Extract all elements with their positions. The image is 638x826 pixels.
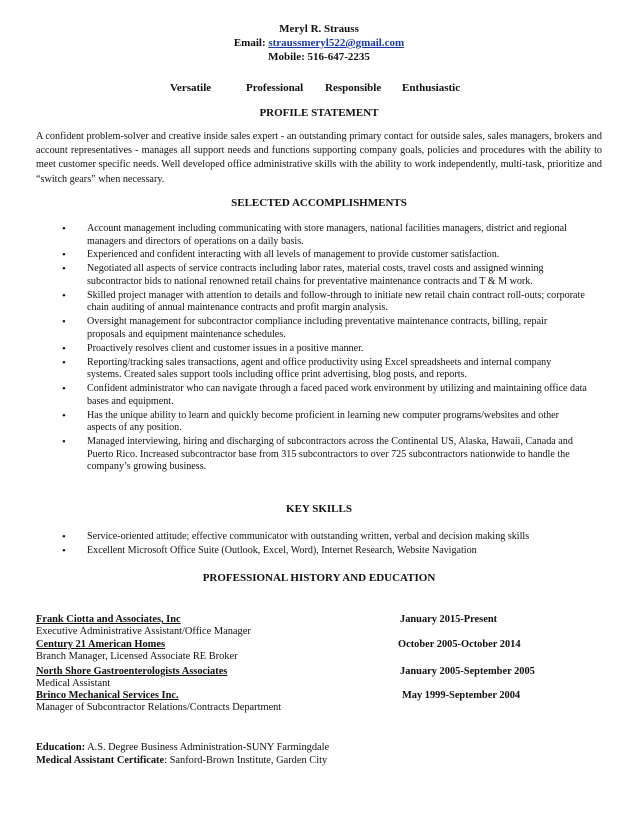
list-item: • Reporting/tracking sales transactions, agent and office productivity using Excel spreadsheets and internal company systems. Created sales support tools including office print advertising, blog posts, and reports.	[0, 357, 587, 382]
profile-text: A confident problem-solver and creative inside sales expert - an outstanding primary contact for outside sales, sales managers, brokers and account representatives - manages all support needs and functions supporting company goals, policies and procedures with the ability to meet customer specific needs. Well developed office administrative skills with the ability to work independently, multi-task, prioritize and “switch gears” when necessary.	[36, 131, 602, 185]
job-title: Medical Assistant	[36, 678, 111, 690]
job-title: Manager of Subcontractor Relations/Contracts Department	[36, 702, 282, 714]
job-dates: January 2015-Present	[400, 614, 498, 625]
list-item: • Account management including communicating with store managers, national facilities managers, district and regional managers and directors of operations on a daily basis.	[0, 223, 587, 248]
history-heading: PROFESSIONAL HISTORY AND EDUCATION	[202, 572, 436, 584]
list-item: • Proactively resolves client and customer issues in a positive manner.	[0, 343, 587, 356]
email-label: Email:	[233, 37, 266, 49]
list-item: • Has the unique ability to learn and quickly become proficient in learning new computer programs/websites and other aspects of any position.	[0, 410, 587, 435]
attribute-item: Versatile	[170, 82, 212, 94]
job-entry	[36, 614, 602, 638]
job-dates: October 2005-October 2014	[398, 639, 521, 650]
list-item: • Confident administrator who can navigate through a faced paced work environment by utilizing and maintaining office data bases and equipment.	[0, 383, 587, 408]
list-item: • Negotiated all aspects of service contracts including labor rates, material costs, travel costs and assigned winning subcontractor bids to national renowned retail chains for preventative maintenance contracts and T & M work.	[0, 263, 587, 288]
company-name: Century 21 American Homes	[36, 639, 165, 650]
attribute-item: Professional	[246, 82, 304, 94]
company-name: North Shore Gastroenterologists Associates	[36, 666, 228, 677]
certificate-value: : Sanford-Brown Institute, Garden City	[164, 755, 328, 766]
accomplishments-heading: SELECTED ACCOMPLISHMENTS	[231, 197, 407, 209]
email-link[interactable]: straussmeryl522@gmail.com	[268, 37, 405, 49]
mobile-line: Mobile: 516-647-2235	[268, 51, 370, 63]
job-title: Branch Manager, Licensed Associate RE Broker	[36, 651, 238, 663]
accomplishments-list	[0, 223, 638, 475]
education-label: Education:	[36, 742, 86, 753]
education-value: A.S. Degree Business Administration-SUNY Farmingdale	[85, 742, 330, 753]
certificate-line	[36, 755, 327, 767]
job-title: Executive Administrative Assistant/Office Manager	[36, 626, 251, 638]
profile-heading: PROFILE STATEMENT	[259, 107, 379, 119]
list-item: • Experienced and confident interacting with all levels of management to provide customer satisfaction.	[0, 249, 587, 262]
education-line	[36, 742, 329, 754]
job-entry	[36, 639, 602, 663]
list-item: • Excellent Microsoft Office Suite (Outlook, Excel, Word), Internet Research, Website Navigation	[0, 545, 587, 558]
skills-list	[0, 531, 638, 559]
skills-heading: KEY SKILLS	[286, 503, 352, 515]
company-name: Frank Ciotta and Associates, Inc	[36, 614, 181, 625]
job-entry	[36, 690, 602, 714]
list-item: • Service-oriented attitude; effective communicator with outstanding written, verbal and decision making skills	[0, 531, 587, 544]
list-item: • Oversight management for subcontractor compliance including preventative maintenance contracts, billing, repair proposals and equipment maintenance schedules.	[0, 316, 587, 341]
attribute-item: Responsible	[325, 82, 382, 94]
candidate-name: Meryl R. Strauss	[279, 23, 359, 35]
job-dates: May 1999-September 2004	[402, 690, 521, 701]
job-dates: January 2005-September 2005	[400, 666, 535, 677]
list-item: • Skilled project manager with attention to details and follow-through to initiate new retail chain contract roll-outs; corporate chain auditing of annual maintenance contracts and profit margin analysis.	[0, 290, 587, 315]
list-item: • Managed interviewing, hiring and discharging of subcontractors across the Continental US, Alaska, Hawaii, Canada and Puerto Rico. Increased subcontractor base from 315 subcontractors to over 725 subcontractors nationwide to handle the company’s growing business.	[0, 436, 587, 474]
company-name: Brinco Mechanical Services Inc.	[36, 690, 179, 701]
email-line	[0, 37, 638, 49]
job-entry	[36, 666, 602, 690]
certificate-label: Medical Assistant Certificate	[36, 755, 165, 766]
attribute-item: Enthusiastic	[402, 82, 461, 94]
